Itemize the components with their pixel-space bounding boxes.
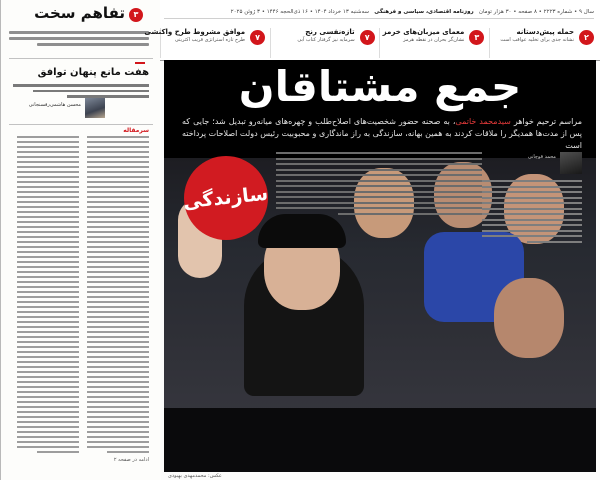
teaser-page-badge: ۲ <box>579 30 594 45</box>
dateline-date: سه‌شنبه ۱۳ خرداد ۱۴۰۴ • ۱۶ ذی‌الحجه ۱۴۴۶ • ۳ ژوئن ۲۰۲۵ <box>230 9 370 15</box>
divider <box>9 124 153 125</box>
sidebar-text <box>482 180 582 246</box>
teaser-item[interactable] <box>379 28 484 58</box>
deck-text-start: مراسم ترحیم خواهر <box>510 117 583 126</box>
teaser-title: حمله پیش‌دستانه <box>516 28 574 36</box>
dateline-issue: سال ۹ • شماره ۲۲۲۳ • ۸ صفحه • ۳۰ هزار تومان <box>478 9 594 15</box>
left-top-title: تفاهم سخت <box>34 4 125 22</box>
story-text-block <box>276 152 482 218</box>
sidebar-author-name: محمد قوچانی <box>527 154 556 160</box>
kicker-bar <box>135 62 145 64</box>
teaser-sub: نشان‌گر بحران در نقطه هرمز <box>403 37 465 43</box>
body-column-left <box>17 136 79 456</box>
dateline-paper: روزنامه اقتصادی، سیاسی و فرهنگی <box>374 9 474 15</box>
logo-text: سازندگی <box>182 182 270 214</box>
deck-highlight: سیدمحمد خاتمی <box>455 117 511 126</box>
divider <box>9 58 153 59</box>
teaser-item[interactable] <box>144 28 265 58</box>
author-byline <box>28 98 105 120</box>
main-headline[interactable]: جمع مشتاقان <box>238 62 522 111</box>
photo-turban <box>258 214 346 248</box>
sidebar-story <box>482 152 582 262</box>
body-column-right <box>87 136 149 456</box>
sidebar-author-avatar <box>560 152 582 174</box>
teaser-sub: نشانه جدی برای تخلیه عواقب است <box>500 37 574 43</box>
author-name: محسن هاشمی‌رفسنجانی <box>28 102 81 108</box>
photo-caption: عکس: محمدمهدی بهبودی <box>168 473 222 479</box>
teaser-sub: طرح تازه استراتژی قریب اکثریتی <box>174 37 246 43</box>
dateline <box>164 6 594 19</box>
teaser-page-badge: ۷ <box>250 30 265 45</box>
section-label: سرمقاله <box>123 127 149 134</box>
teaser-title: معمای میزبان‌های خرمز <box>382 28 465 36</box>
left-top-story[interactable] <box>9 4 149 58</box>
header-strip <box>144 0 600 61</box>
left-headline[interactable]: هفت مانع پنهان توافق <box>37 67 149 78</box>
teaser-page-badge: ۷ <box>360 30 375 45</box>
photo-figure <box>494 278 564 358</box>
deck-text-end: ، به صحنه حضور شخصیت‌های اصلاح‌طلب و چهره‌های میانه‌رو تبدیل شد؛ جایی که پس از مدت‌ها همدیگر را ملاقات کردند به همین بهانه، سازندگی به راز ماندگاری و محبوبیت رئیس دولت اصلاحات پرداخته است <box>182 117 582 150</box>
continued-note: ادامه در صفحه ۲ <box>113 457 149 463</box>
teaser-title: موافق مشروط طرح واکنشی <box>144 28 246 36</box>
photo-car-roof <box>164 408 596 472</box>
author-avatar <box>85 98 105 118</box>
main-deck <box>182 116 582 152</box>
page-number-badge: ۳ <box>129 8 143 22</box>
teaser-row <box>144 28 594 58</box>
teaser-page-badge: ۳ <box>469 30 484 45</box>
teaser-title: تازه‌نفسی رنج <box>305 28 355 36</box>
teaser-item[interactable] <box>270 28 375 58</box>
teaser-item[interactable] <box>489 28 594 58</box>
main-story <box>164 60 596 472</box>
left-top-summary <box>9 28 149 49</box>
sazandegi-logo <box>184 156 268 240</box>
left-column <box>0 0 161 480</box>
teaser-sub: سرمایه نیز گرفتار کتاب آبی <box>297 37 355 43</box>
